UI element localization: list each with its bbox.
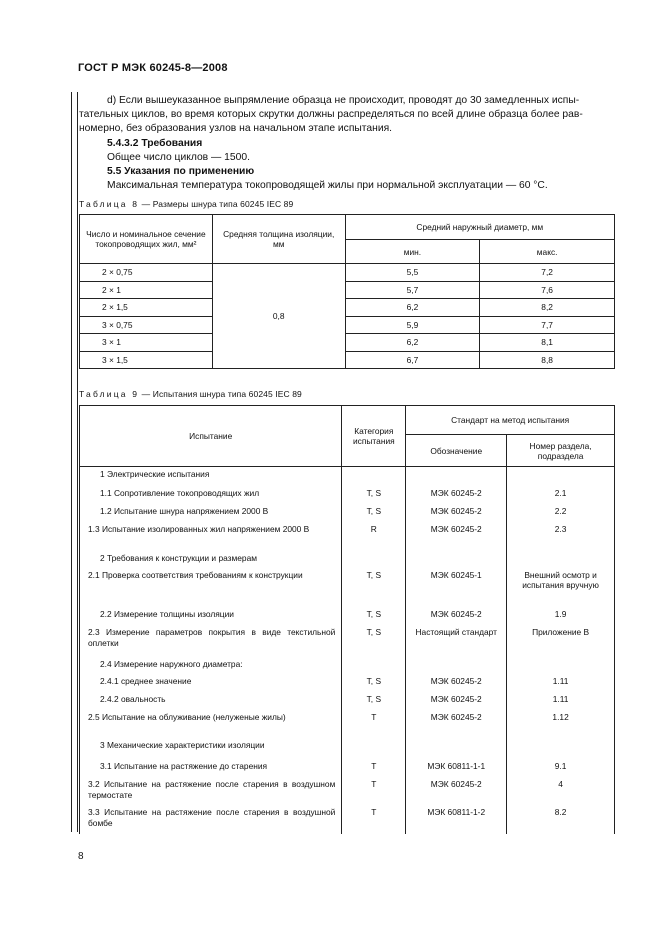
body-text	[79, 94, 583, 193]
table9-cell-category: T	[342, 805, 406, 834]
table9-cell-section: Внешний осмотр и испытания вручную	[507, 568, 615, 607]
table9-caption-text: — Испытания шнура типа 60245 IEC 89	[139, 389, 302, 399]
table8-cell-size: 2 × 1	[80, 281, 213, 299]
table8	[79, 214, 615, 369]
table8-cell-min: 6,2	[345, 299, 480, 317]
table9-cell-designation: МЭК 60811-1-1	[406, 759, 507, 777]
table9-cell-category: T, S	[342, 607, 406, 625]
table9-cell-designation: Настоящий стандарт	[406, 625, 507, 657]
table9-header-category: Категория испытания	[342, 406, 406, 467]
table9-cell-category: R	[342, 522, 406, 551]
table9-caption-label: Таблица 9	[79, 389, 140, 399]
table9-cell-section	[507, 738, 615, 759]
section-heading-5432: 5.4.3.2 Требования	[107, 137, 203, 149]
table9-cell-designation	[406, 551, 507, 568]
table8-cell-min: 5,5	[345, 264, 480, 282]
table9-cell-designation: МЭК 60245-2	[406, 486, 507, 504]
table8-header-thickness: Средняя толщина изоляции, мм	[212, 215, 345, 264]
table9-cell-section: 9.1	[507, 759, 615, 777]
table8-header-max: макс.	[480, 240, 615, 264]
table9-cell-designation	[406, 738, 507, 759]
table8-cell-size: 2 × 1,5	[80, 299, 213, 317]
table9-cell-designation: МЭК 60245-2	[406, 777, 507, 805]
table9-cell-test: 2.5 Испытание на облуживание (нелуженые жилы)	[80, 710, 342, 738]
table9-cell-category: T	[342, 710, 406, 738]
table9-cell-category: T, S	[342, 486, 406, 504]
table9-cell-section: 1.11	[507, 674, 615, 692]
table8-cell-max: 8,1	[480, 334, 615, 352]
table8-caption-label: Таблица 8	[79, 199, 140, 209]
table9-cell-section: 2.1	[507, 486, 615, 504]
table9-cell-test: 3.3 Испытание на растяжение после старения в воздушной бомбе	[80, 805, 342, 834]
table9-cell-test: 1.2 Испытание шнура напряжением 2000 В	[80, 504, 342, 522]
table9-cell-category	[342, 551, 406, 568]
table8-header-size: Число и номинальное сечение токопроводящих жил, мм²	[80, 215, 213, 264]
table9-cell-section: 1.12	[507, 710, 615, 738]
table9-cell-section: 1.9	[507, 607, 615, 625]
table9-cell-designation: МЭК 60245-2	[406, 504, 507, 522]
table9-cell-category	[342, 467, 406, 486]
paragraph-max-temp: Максимальная температура токопроводящей жилы при нормальной эксплуатации — 60 °C.	[107, 180, 548, 192]
table8-header-min: мин.	[345, 240, 480, 264]
table9-cell-designation	[406, 467, 507, 486]
table9-cell-designation: МЭК 60245-2	[406, 710, 507, 738]
table8-cell-max: 8,8	[480, 351, 615, 369]
table8-cell-max: 7,6	[480, 281, 615, 299]
table8-cell-min: 6,7	[345, 351, 480, 369]
table9-cell-designation: МЭК 60811-1-2	[406, 805, 507, 834]
table9-caption	[79, 389, 302, 399]
table9-header-section: Номер раздела, подраздела	[507, 435, 615, 467]
table9-cell-test: 3.1 Испытание на растяжение до старения	[80, 759, 342, 777]
table9-cell-section	[507, 467, 615, 486]
table9-header-test: Испытание	[80, 406, 342, 467]
table8-cell-min: 5,7	[345, 281, 480, 299]
table9-cell-test: 2.3 Измерение параметров покрытия в виде текстильной оплетки	[80, 625, 342, 657]
table9	[79, 405, 615, 834]
table9-cell-category	[342, 738, 406, 759]
table9-cell-designation: МЭК 60245-2	[406, 692, 507, 710]
table9-cell-category	[342, 657, 406, 674]
table8-cell-size: 3 × 0,75	[80, 316, 213, 334]
section-heading-55: 5.5 Указания по применению	[107, 166, 255, 178]
table9-cell-test: 1 Электрические испытания	[80, 467, 342, 486]
table9-cell-test: 2.2 Измерение толщины изоляции	[80, 607, 342, 625]
table9-cell-test: 2.4.1 среднее значение	[80, 674, 342, 692]
table9-cell-category: T, S	[342, 504, 406, 522]
table9-cell-test: 1.3 Испытание изолированных жил напряжением 2000 В	[80, 522, 342, 551]
table9-cell-test: 2.4 Измерение наружного диаметра:	[80, 657, 342, 674]
table8-caption-text: — Размеры шнура типа 60245 IEC 89	[139, 199, 294, 209]
table9-cell-category: T	[342, 759, 406, 777]
paragraph-cycles: Общее число циклов — 1500.	[107, 151, 250, 163]
table9-cell-test: 3.2 Испытание на растяжение после старения в воздушном термостате	[80, 777, 342, 805]
table9-cell-test: 2 Требования к конструкции и размерам	[80, 551, 342, 568]
table8-caption	[79, 199, 293, 209]
table9-cell-section: 8.2	[507, 805, 615, 834]
table9-cell-designation: МЭК 60245-2	[406, 522, 507, 551]
paragraph-d-line3: номерно, без образования узлов на начальном этапе испытания.	[79, 123, 393, 135]
table9-cell-category: T, S	[342, 625, 406, 657]
table8-cell-min: 5,9	[345, 316, 480, 334]
change-bar	[71, 92, 78, 832]
table9-cell-designation	[406, 657, 507, 674]
paragraph-d-line1: d) Если вышеуказанное выпрямление образца не происходит, проводят до 30 замедленных испы-	[107, 95, 580, 106]
table8-cell-max: 8,2	[480, 299, 615, 317]
table9-header-designation: Обозначение	[406, 435, 507, 467]
table9-cell-category: T, S	[342, 692, 406, 710]
table8-cell-thickness: 0,8	[212, 264, 345, 369]
table9-cell-section: 1.11	[507, 692, 615, 710]
table8-header-diameter: Средний наружный диаметр, мм	[345, 215, 614, 240]
table8-cell-size: 3 × 1	[80, 334, 213, 352]
document-header: ГОСТ Р МЭК 60245-8—2008	[78, 62, 228, 74]
table9-cell-test: 3 Механические характеристики изоляции	[80, 738, 342, 759]
table8-cell-max: 7,7	[480, 316, 615, 334]
table9-cell-section: Приложение B	[507, 625, 615, 657]
table8-cell-min: 6,2	[345, 334, 480, 352]
table9-cell-category: T, S	[342, 568, 406, 607]
table9-cell-section: 4	[507, 777, 615, 805]
paragraph-d-line2: тательных циклов, во время которых скрутки должны распределяться по всей длине образца более рав-	[79, 109, 583, 121]
table9-cell-section	[507, 551, 615, 568]
table9-cell-section: 2.2	[507, 504, 615, 522]
table8-cell-size: 2 × 0,75	[80, 264, 213, 282]
table9-cell-section: 2.3	[507, 522, 615, 551]
table9-cell-designation: МЭК 60245-2	[406, 607, 507, 625]
table9-cell-test: 2.1 Проверка соответствия требованиям к конструкции	[80, 568, 342, 607]
table9-header-standard: Стандарт на метод испытания	[406, 406, 615, 435]
table8-cell-max: 7,2	[480, 264, 615, 282]
table9-cell-designation: МЭК 60245-1	[406, 568, 507, 607]
table9-cell-category: T, S	[342, 674, 406, 692]
table9-cell-test: 2.4.2 овальность	[80, 692, 342, 710]
table9-cell-test: 1.1 Сопротивление токопроводящих жил	[80, 486, 342, 504]
table9-cell-designation: МЭК 60245-2	[406, 674, 507, 692]
table9-cell-category: T	[342, 777, 406, 805]
page-number: 8	[78, 851, 84, 862]
table8-cell-size: 3 × 1,5	[80, 351, 213, 369]
table9-cell-section	[507, 657, 615, 674]
